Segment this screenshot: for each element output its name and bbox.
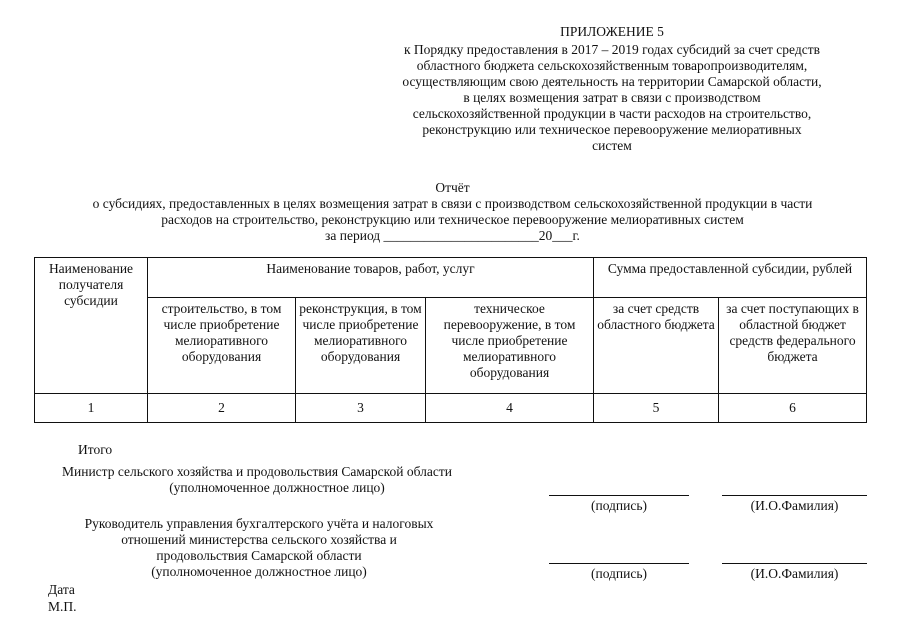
minister-name-line: [722, 495, 867, 496]
header-reequipment: техническое перевооружение, в том числе приобретение мелиоративного оборудования: [426, 298, 594, 394]
minister-signature-caption: (подпись): [590, 498, 648, 513]
report-title: Отчёт: [435, 180, 470, 195]
report-header: [20, 180, 885, 244]
appendix-line: к Порядку предоставления в 2017 – 2019 годах субсидий за счет средств: [403, 42, 820, 57]
subsidy-table: [34, 257, 867, 423]
table-row: [35, 394, 867, 423]
header-construction: строительство, в том числе приобретение мелиоративного оборудования: [148, 298, 296, 394]
head-name-caption: (И.О.Фамилия): [750, 566, 839, 581]
head-signature-line: [549, 563, 689, 564]
minister-position: Министр сельского хозяйства и продовольствия Самарской области: [62, 464, 452, 479]
appendix-line: реконструкцию или техническое перевооружение мелиоративных: [422, 122, 802, 137]
appendix-line: осуществляющим свою деятельность на территории Самарской области,: [402, 74, 822, 89]
seal-label: М.П.: [48, 599, 77, 614]
appendix-line: областного бюджета сельскохозяйственным товаропроизводителям,: [416, 58, 808, 73]
report-period: за период _______________________20___г.: [325, 228, 580, 243]
minister-role-note: (уполномоченное должностное лицо): [169, 480, 385, 495]
date-label: Дата: [48, 582, 75, 597]
head-position-line: отношений министерства сельского хозяйства и: [121, 532, 397, 547]
column-number: 1: [35, 394, 148, 423]
appendix-title: ПРИЛОЖЕНИЕ 5: [560, 24, 664, 39]
head-position-line: Руководитель управления бухгалтерского учёта и налоговых: [84, 516, 434, 531]
appendix-header: [372, 24, 852, 154]
head-name-line: [722, 563, 867, 564]
head-block: [54, 516, 464, 580]
report-line: расходов на строительство, реконструкцию или техническое перевооружение мелиоративных систем: [161, 212, 744, 227]
appendix-line: сельскохозяйственной продукции в части расходов на строительство,: [412, 106, 812, 121]
header-recipient: Наименование получателя субсидии: [35, 258, 148, 394]
column-number: 2: [148, 394, 296, 423]
head-position-line: продовольствия Самарской области: [156, 548, 362, 563]
head-signature-caption: (подпись): [590, 566, 648, 581]
column-number: 5: [594, 394, 719, 423]
header-reconstruction: реконструкция, в том числе приобретение мелиоративного оборудования: [296, 298, 426, 394]
column-number: 3: [296, 394, 426, 423]
table-subheader-row: [35, 298, 867, 394]
appendix-line: в целях возмещения затрат в связи с производством: [463, 90, 761, 105]
minister-signature-line: [549, 495, 689, 496]
total-label: Итого: [78, 442, 113, 457]
column-number: 6: [719, 394, 867, 423]
column-number: 4: [426, 394, 594, 423]
minister-name-caption: (И.О.Фамилия): [750, 498, 839, 513]
header-federal-budget: за счет поступающих в областной бюджет средств федерального бюджета: [719, 298, 867, 394]
appendix-line: систем: [592, 138, 632, 153]
header-goods-group: Наименование товаров, работ, услуг: [148, 258, 594, 298]
header-sum-group: Сумма предоставленной субсидии, рублей: [594, 258, 867, 298]
table-header-row: [35, 258, 867, 298]
minister-block: [62, 464, 532, 496]
header-regional-budget: за счет средств областного бюджета: [594, 298, 719, 394]
report-line: о субсидиях, предоставленных в целях возмещения затрат в связи с производством сельскохозяйственной продукции в части: [92, 196, 813, 211]
head-role-note: (уполномоченное должностное лицо): [151, 564, 367, 579]
